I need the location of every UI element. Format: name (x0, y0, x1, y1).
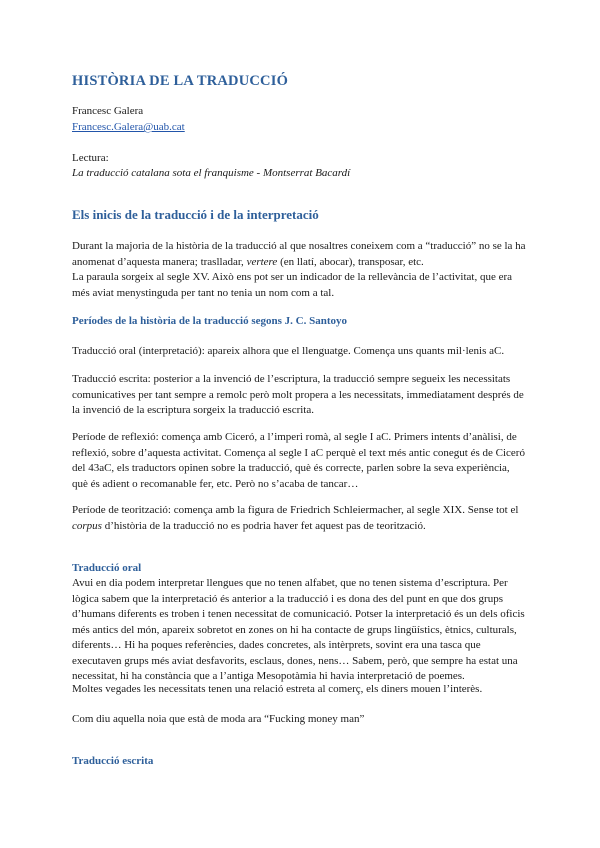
section-heading-written-translation: Traducció escrita (72, 755, 154, 767)
section-heading-origins: Els inicis de la traducció i de la interpretació (72, 207, 319, 222)
reading-work: La traducció catalana sota el franquisme - Montserrat Bacardí (72, 167, 351, 179)
author-email-line (72, 120, 528, 136)
document-title: HISTÒRIA DE LA TRADUCCIÓ (72, 73, 289, 89)
section-heading-periods: Períodes de la història de la traducció segons J. C. Santoyo (72, 315, 347, 327)
oral-translation-body: Avui en dia podem interpretar llengues que no tenen alfabet, que no tenen sistema d’escriptura. Per lògica sabem que la interpretació és anterior a la traducció i es dona des del punt en que dos grups d’humans diferents es troben i tenen necessitat de comunicació. Potser la interpretació és un dels oficis més antics del món, apareix sobretot en zones on hi ha contacte de grups lingüístics, ètnics, culturals, diferents… Hi ha poques referències, dades concretes, als intèrprets, sovint era una tasca que executaven grups més aviat desfavorits, esclaus, dones, nens… Sabem, però, que sempre ha estat una necessitat, hi ha constància que a l’antiga Mesopotàmia hi havia interpretació de poemes. (72, 577, 525, 682)
author-name: Francesc Galera (72, 105, 144, 117)
period-theory (72, 503, 528, 534)
period-reflexion: Període de reflexió: comença amb Ciceró, a l’imperi romà, al segle I aC. Primers intents d’anàlisi, de reflexió, sobre d’aquesta activitat. Comença al segle I aC perquè el text més antic conegut és de Ciceró del 43aC, els traductors opinen sobre la traducció, què és correcte, parlen sobre la seva experiència, què és adient o recomanable fer, etc. Però no s’acaba de tancar… (72, 431, 525, 490)
origins-text-c: La paraula sorgeix al segle XV. Això ens pot ser un indicador de la rellevància de l’activitat, que era més aviat menystinguda per tant no tenia un nom com a tal. (72, 271, 513, 299)
oral-translation-quote: Com diu aquella noia que està de moda ara “Fucking money man” (72, 713, 365, 725)
period-written: Traducció escrita: posterior a la invenció de l’escriptura, la traducció sempre segueix les necessitats comunicatives per tant sempre a remolc però molt propera a les necessitats, immediatament després de la invenció de la escriptura sorgeix la traducció escrita. (72, 373, 524, 416)
theory-text-a: Període de teorització: comença amb la figura de Friedrich Schleiermacher, al segle XIX. Sense tot el (72, 504, 519, 516)
period-oral: Traducció oral (interpretació): apareix alhora que el llenguatge. Comença uns quants mil·lenis aC. (72, 345, 505, 357)
theory-text-b: d’història de la traducció no es podria haver fet aquest pas de teorització. (101, 519, 426, 532)
origins-paragraph (72, 239, 528, 301)
author-email-link[interactable]: Francesc.Galera@uab.cat (72, 121, 185, 133)
theory-emphasis: corpus (72, 519, 102, 532)
origins-text-b: (en llatí, abocar), transposar, etc. (277, 255, 424, 268)
oral-translation-body2: Moltes vegades les necessitats tenen una relació estreta al comerç, els diners mouen l’interès. (72, 683, 483, 695)
reading-label: Lectura: (72, 152, 109, 164)
origins-emphasis: vertere (246, 255, 278, 268)
section-heading-oral-translation: Traducció oral (72, 562, 142, 574)
origins-text-a: Durant la majoria de la història de la traducció al que nosaltres coneixem com a “traducció” no se la ha anomenat d’aquesta manera; traslladar, (72, 240, 526, 268)
